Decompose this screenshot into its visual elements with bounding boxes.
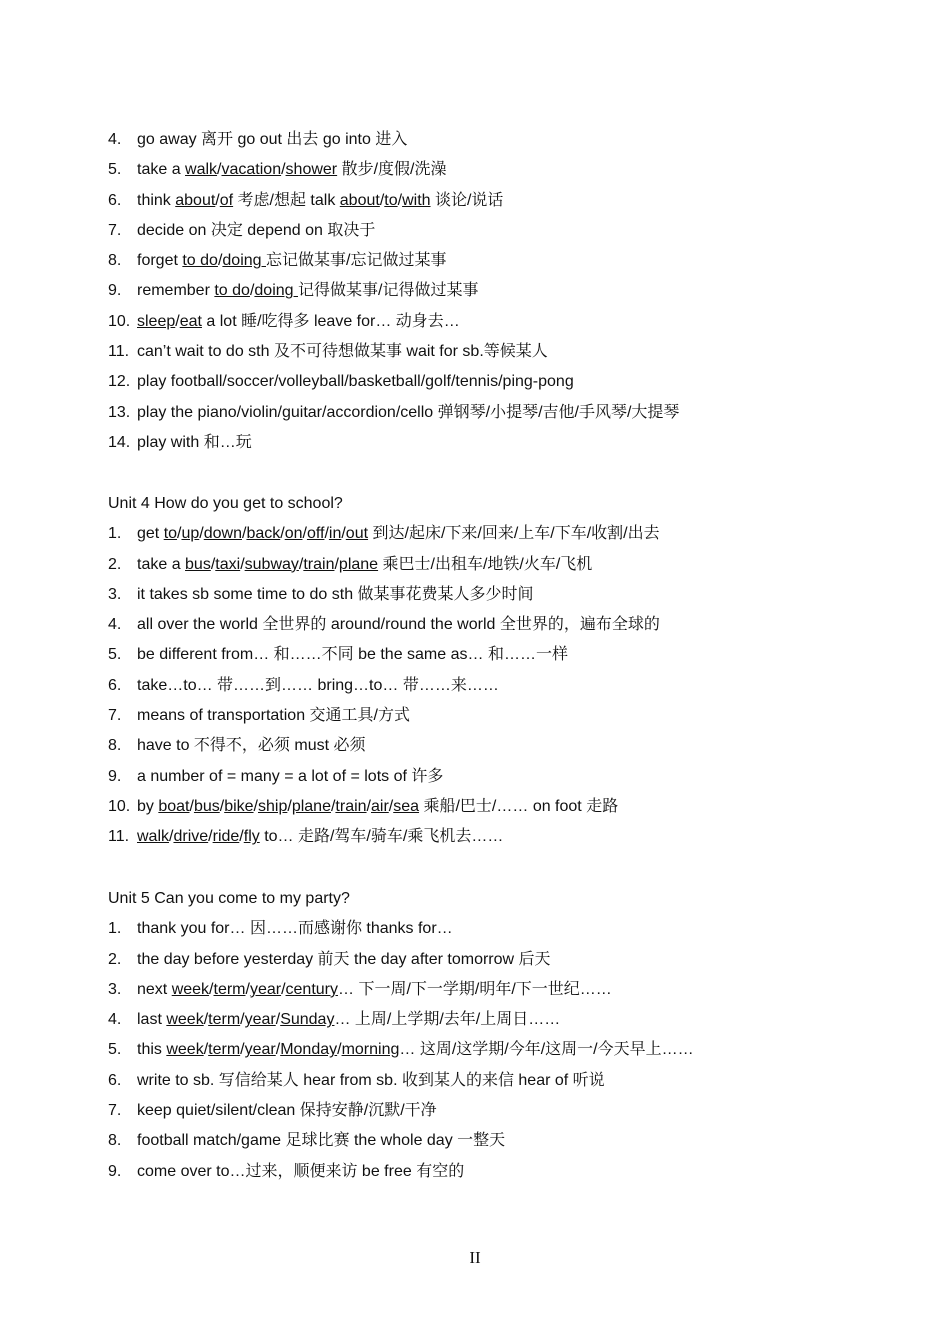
underlined-term: term <box>208 1011 241 1029</box>
list-item <box>108 701 660 731</box>
item-number: 9. <box>108 282 122 300</box>
item-number: 7. <box>108 1102 122 1120</box>
item-number: 5. <box>108 1041 122 1059</box>
item-text: … 上周/上学期/去年/上周日…… <box>334 1011 561 1029</box>
underlined-term: subway <box>244 555 299 573</box>
item-number: 7. <box>108 707 122 725</box>
item-number: 1. <box>108 525 122 543</box>
underlined-term: week <box>171 980 210 998</box>
item-text: write to sb. 写信给某人 hear from sb. 收到某人的来信 hear of 听说 <box>137 1071 605 1089</box>
item-text: 乘船/巴士/…… on foot 走路 <box>419 797 619 815</box>
list-item <box>108 276 679 306</box>
item-text: / <box>324 525 329 543</box>
list-item <box>108 762 660 792</box>
underlined-term: train <box>303 555 335 573</box>
item-text: 散步/度假/洗澡 <box>337 161 447 179</box>
underlined-term: eat <box>179 312 202 330</box>
item-text: means of transportation 交通工具/方式 <box>137 707 410 725</box>
item-text: / <box>208 828 213 846</box>
list-item <box>108 580 660 610</box>
underlined-term: doing <box>222 252 266 270</box>
list-item <box>108 216 679 246</box>
item-number: 8. <box>108 737 122 755</box>
item-text: remember <box>137 282 215 300</box>
item-text: / <box>215 191 220 209</box>
underlined-term: vacation <box>221 161 282 179</box>
list-item <box>108 1066 694 1096</box>
item-text: 到达/起床/下来/回来/上车/下车/收割/出去 <box>368 525 660 543</box>
item-text: 考虑/想起 talk <box>233 191 340 209</box>
underlined-term: year <box>244 1011 276 1029</box>
item-text: take a <box>137 555 186 573</box>
item-text: next <box>137 980 172 998</box>
list-item <box>108 246 679 276</box>
list-item <box>108 125 679 155</box>
item-text: / <box>388 797 394 815</box>
list-item <box>108 1005 694 1035</box>
underlined-term: of <box>219 191 234 209</box>
item-text: football match/game 足球比赛 the whole day 一整天 <box>137 1132 506 1150</box>
item-text: / <box>280 525 285 543</box>
item-text: / <box>281 980 286 998</box>
underlined-term: to do <box>214 282 250 300</box>
item-text: / <box>275 1041 281 1059</box>
item-text: / <box>217 161 222 179</box>
item-text: / <box>245 980 250 998</box>
item-text: play with 和…玩 <box>137 433 252 451</box>
item-number: 4. <box>108 131 122 148</box>
item-text: / <box>217 252 223 270</box>
underlined-term: plane <box>338 555 379 573</box>
list-item <box>108 337 679 367</box>
underlined-term: air <box>371 797 389 815</box>
item-text: play the piano/violin/guitar/accordion/cello 弹钢琴/小提琴/吉他/手风琴/大提琴 <box>137 403 680 421</box>
unit5-heading: Unit 5 Can you come to my party? <box>108 890 350 907</box>
item-text: / <box>239 828 244 846</box>
item-text: / <box>298 555 304 573</box>
underlined-term: year <box>249 980 282 998</box>
unit5-items <box>108 914 694 1187</box>
item-text: have to 不得不，必须 must 必须 <box>137 737 366 755</box>
item-text: … 这周/这学期/今年/这周一/今天早上…… <box>399 1041 694 1059</box>
item-text: can’t wait to do sth 及不可待想做某事 wait for sb.等候某人 <box>137 343 548 361</box>
list-item <box>108 792 660 822</box>
item-number: 7. <box>108 221 122 239</box>
list-item <box>108 914 694 944</box>
unit4-heading: Unit 4 How do you get to school? <box>108 495 343 512</box>
item-text: forget <box>137 252 183 270</box>
item-text: / <box>249 282 255 300</box>
item-text: / <box>366 797 371 815</box>
item-text: / <box>169 828 174 846</box>
item-number: 2. <box>108 555 122 573</box>
item-text: / <box>341 525 346 543</box>
underlined-term: sea <box>393 797 420 815</box>
item-number: 3. <box>108 585 122 603</box>
item-number: 1. <box>108 920 122 938</box>
underlined-term: walk <box>185 161 218 179</box>
item-text: / <box>334 555 339 573</box>
item-text: all over the world 全世界的 around/round the world 全世界的，遍布全球的 <box>137 616 660 634</box>
item-text: play football/soccer/volleyball/basketball/golf/tennis/ping-pong <box>137 373 574 391</box>
item-text: go away 离开 go out 出去 go into 进入 <box>137 131 408 148</box>
item-text: / <box>302 525 307 543</box>
list-item <box>108 367 679 397</box>
item-text: 乘巴士/出租车/地铁/火车/飞机 <box>378 555 593 573</box>
item-number: 8. <box>108 1132 122 1150</box>
list-item <box>108 671 660 701</box>
section-unit4 <box>108 489 660 853</box>
item-text: a number of = many = a lot of = lots of 许多 <box>137 767 444 785</box>
underlined-term: taxi <box>215 555 241 573</box>
item-text: / <box>175 312 180 330</box>
list-item <box>108 610 660 640</box>
item-text: be different from… 和……不同 be the same as… 和……一样 <box>137 646 568 664</box>
underlined-term: week <box>166 1011 204 1029</box>
underlined-term: plane <box>291 797 331 815</box>
item-text: / <box>337 1041 342 1059</box>
underlined-term: train <box>335 797 367 815</box>
underlined-term: century <box>285 980 338 998</box>
item-text: / <box>209 980 214 998</box>
item-text: 记得做某事/记得做过某事 <box>298 282 479 300</box>
item-number: 6. <box>108 191 122 209</box>
underlined-term: to <box>384 191 398 209</box>
item-text: it takes sb some time to do sth 做某事花费某人多少时间 <box>137 585 534 603</box>
item-text: a lot 睡/吃得多 leave for… 动身去… <box>201 312 460 330</box>
item-text: / <box>240 555 245 573</box>
unit4-items <box>108 519 660 852</box>
list-item <box>108 398 679 428</box>
list-item <box>108 640 660 670</box>
item-text: decide on 决定 depend on 取决于 <box>137 221 376 239</box>
underlined-term: week <box>166 1041 204 1059</box>
underlined-term: ship <box>258 797 288 815</box>
item-text: come over to…过来，顺便来访 be free 有空的 <box>137 1162 465 1180</box>
list-item <box>108 731 660 761</box>
underlined-term: drive <box>173 828 209 846</box>
list-item <box>108 307 679 337</box>
item-text: / <box>253 797 258 815</box>
item-number: 8. <box>108 252 122 270</box>
underlined-term: boat <box>158 797 190 815</box>
item-text: thank you for… 因……而感谢你 thanks for… <box>137 920 453 938</box>
item-text: / <box>199 525 204 543</box>
item-text: / <box>281 161 286 179</box>
underlined-term: out <box>345 525 369 543</box>
page-number: II <box>469 1248 481 1267</box>
item-number: 2. <box>108 950 122 968</box>
underlined-term: ride <box>212 828 240 846</box>
list-item <box>108 155 679 185</box>
item-number: 5. <box>108 646 122 664</box>
underlined-term: shower <box>285 161 338 179</box>
item-text: … 下一周/下一学期/明年/下一世纪…… <box>338 980 612 998</box>
item-text: / <box>219 797 225 815</box>
item-number: 5. <box>108 161 122 179</box>
list-item <box>108 975 694 1005</box>
item-text: / <box>287 797 292 815</box>
item-text: / <box>210 555 216 573</box>
item-text: get <box>137 525 164 543</box>
underlined-term: Sunday <box>280 1011 335 1029</box>
item-number: 11. <box>108 828 130 846</box>
underlined-term: walk <box>137 828 170 846</box>
item-number: 13. <box>108 403 131 421</box>
section-unit3-items <box>108 125 679 458</box>
item-number: 9. <box>108 767 122 785</box>
underlined-term: doing <box>254 282 298 300</box>
item-number: 6. <box>108 1071 122 1089</box>
item-text: / <box>241 525 247 543</box>
item-text: / <box>240 1011 245 1029</box>
item-text: keep quiet/silent/clean 保持安静/沉默/干净 <box>137 1102 437 1120</box>
item-text: by <box>137 797 159 815</box>
underlined-term: term <box>213 980 246 998</box>
item-number: 11. <box>108 343 130 361</box>
underlined-term: bus <box>185 555 211 573</box>
item-number: 4. <box>108 616 122 634</box>
underlined-term: in <box>328 525 342 543</box>
item-number: 10. <box>108 312 131 330</box>
item-text: / <box>397 191 403 209</box>
item-text: take…to… 带……到…… bring…to… 带……来…… <box>137 676 499 694</box>
underlined-term: down <box>203 525 242 543</box>
item-text: the day before yesterday 前天 the day after tomorrow 后天 <box>137 950 551 968</box>
list-item <box>108 186 679 216</box>
underlined-term: off <box>306 525 325 543</box>
item-number: 12. <box>108 373 131 391</box>
item-text: think <box>137 191 176 209</box>
underlined-term: with <box>402 191 431 209</box>
item-text: / <box>189 797 194 815</box>
underlined-term: Monday <box>280 1041 338 1059</box>
underlined-term: about <box>175 191 216 209</box>
item-text: last <box>137 1011 167 1029</box>
item-text: / <box>330 797 336 815</box>
underlined-term: bus <box>193 797 220 815</box>
list-item <box>108 1096 694 1126</box>
section-unit5 <box>108 884 694 1187</box>
item-text: this <box>137 1041 167 1059</box>
item-text: / <box>203 1011 209 1029</box>
item-number: 9. <box>108 1162 122 1180</box>
underlined-term: sleep <box>137 312 176 330</box>
underlined-term: to do <box>182 252 218 270</box>
underlined-term: back <box>246 525 281 543</box>
item-text: / <box>177 525 182 543</box>
list-item <box>108 822 660 852</box>
item-text: / <box>275 1011 281 1029</box>
underlined-term: term <box>208 1041 241 1059</box>
item-number: 14. <box>108 433 131 451</box>
list-item <box>108 519 660 549</box>
underlined-term: fly <box>243 828 260 846</box>
underlined-term: about <box>339 191 380 209</box>
list-item <box>108 1126 694 1156</box>
item-text: to… 走路/驾车/骑车/乘飞机去…… <box>259 828 504 846</box>
list-item <box>108 550 660 580</box>
item-number: 4. <box>108 1011 122 1029</box>
list-item <box>108 945 694 975</box>
underlined-term: bike <box>224 797 254 815</box>
item-text: / <box>240 1041 245 1059</box>
underlined-term: to <box>163 525 178 543</box>
underlined-term: up <box>181 525 200 543</box>
item-text: / <box>203 1041 209 1059</box>
item-number: 10. <box>108 797 131 815</box>
item-number: 3. <box>108 980 122 998</box>
underlined-term: on <box>284 525 303 543</box>
list-item <box>108 1157 694 1187</box>
item-text: 忘记做某事/忘记做过某事 <box>266 252 447 270</box>
list-item <box>108 428 679 458</box>
underlined-term: year <box>244 1041 276 1059</box>
item-number: 6. <box>108 676 122 694</box>
item-text: 谈论/说话 <box>430 191 504 209</box>
item-text: take a <box>137 161 186 179</box>
underlined-term: morning <box>341 1041 400 1059</box>
list-item <box>108 1035 694 1065</box>
item-text: / <box>379 191 385 209</box>
